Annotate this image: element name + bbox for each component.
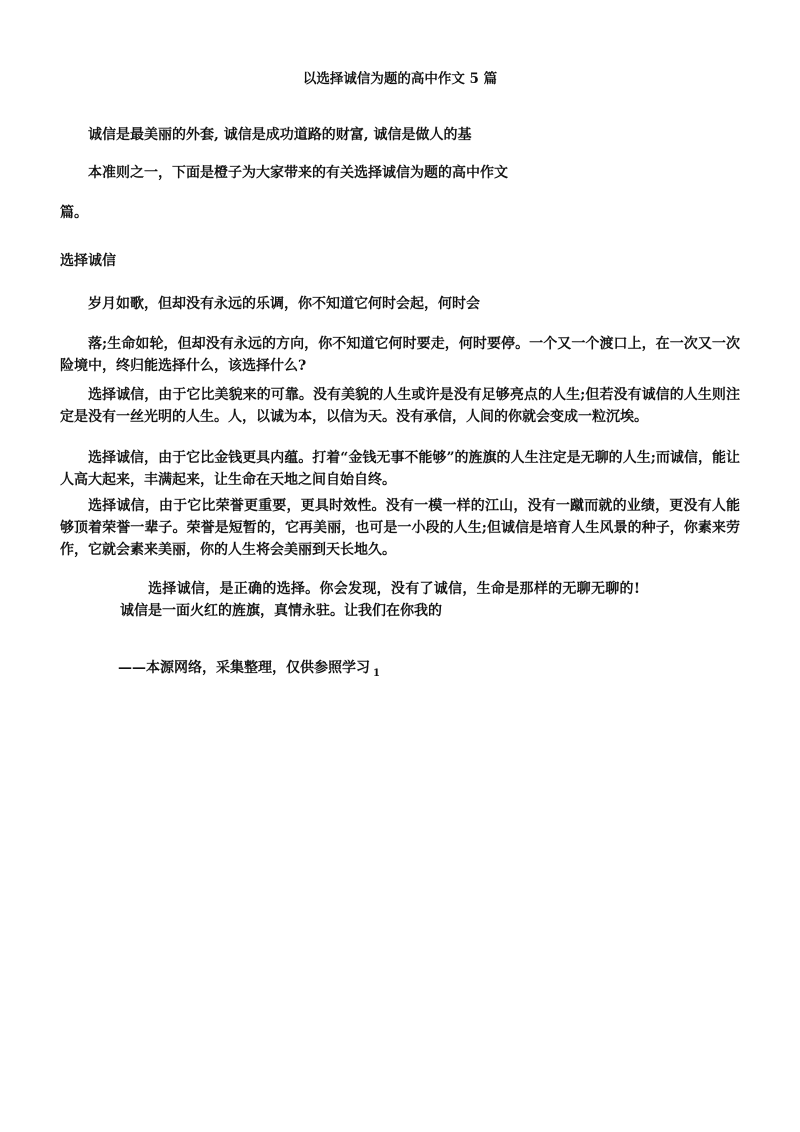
- paragraph-4: 选择诚信，由于它比金钱更具内蕴。打着“金钱无事不能够”的旌旗的人生注定是无聊的人生;而诚信，能让人高大起来，丰满起来，让生命在天地之间自始自终。: [60, 450, 740, 488]
- document-title: 以选择诚信为题的高中作文 5 篇: [302, 71, 498, 87]
- footer-text: ——本源网络，采集整理，仅供参照学习: [118, 660, 370, 676]
- intro-line-3: 篇。: [60, 205, 88, 221]
- paragraph-3: 选择诚信，由于它比美貌来的可靠。没有美貌的人生或许是没有足够亮点的人生;但若没有诚信的人生则注定是没有一丝光明的人生。人，以诚为本，以信为天。没有承信，人间的你就会变成一粒沉埃。: [60, 387, 740, 425]
- paragraph-2: 落;生命如轮，但却没有永远的方向，你不知道它何时要走，何时要停。一个又一个渡口上，在一次又一次险境中，终归能选择什么，该选择什么?: [60, 336, 740, 374]
- section-heading: 选择诚信: [60, 253, 116, 269]
- intro-line-1: 诚信是最美丽的外套, 诚信是成功道路的财富, 诚信是做人的基: [88, 127, 472, 143]
- paragraph-6: 选择诚信，是正确的选择。你会发现，没有了诚信，生命是那样的无聊无聊的!诚信是一面火红的旌旗，真情永驻。让我们在你我的: [120, 581, 640, 619]
- intro-line-2: 本准则之一，下面是橙子为大家带来的有关选择诚信为题的高中作文: [88, 165, 508, 181]
- footer-note: [118, 657, 380, 681]
- page-number: 1: [373, 668, 380, 679]
- paragraph-1: 岁月如歌，但却没有永远的乐调，你不知道它何时会起，何时会: [88, 296, 480, 312]
- paragraph-5: 选择诚信，由于它比荣誉更重要，更具时效性。没有一模一样的江山，没有一蹴而就的业绩，更没有人能够顶着荣誉一辈子。荣誉是短暂的，它再美丽，也可是一小段的人生;但诚信是培育人生风景的种子，你素来劳作，它就会素来美丽，你的人生将会美丽到天长地久。: [60, 498, 740, 558]
